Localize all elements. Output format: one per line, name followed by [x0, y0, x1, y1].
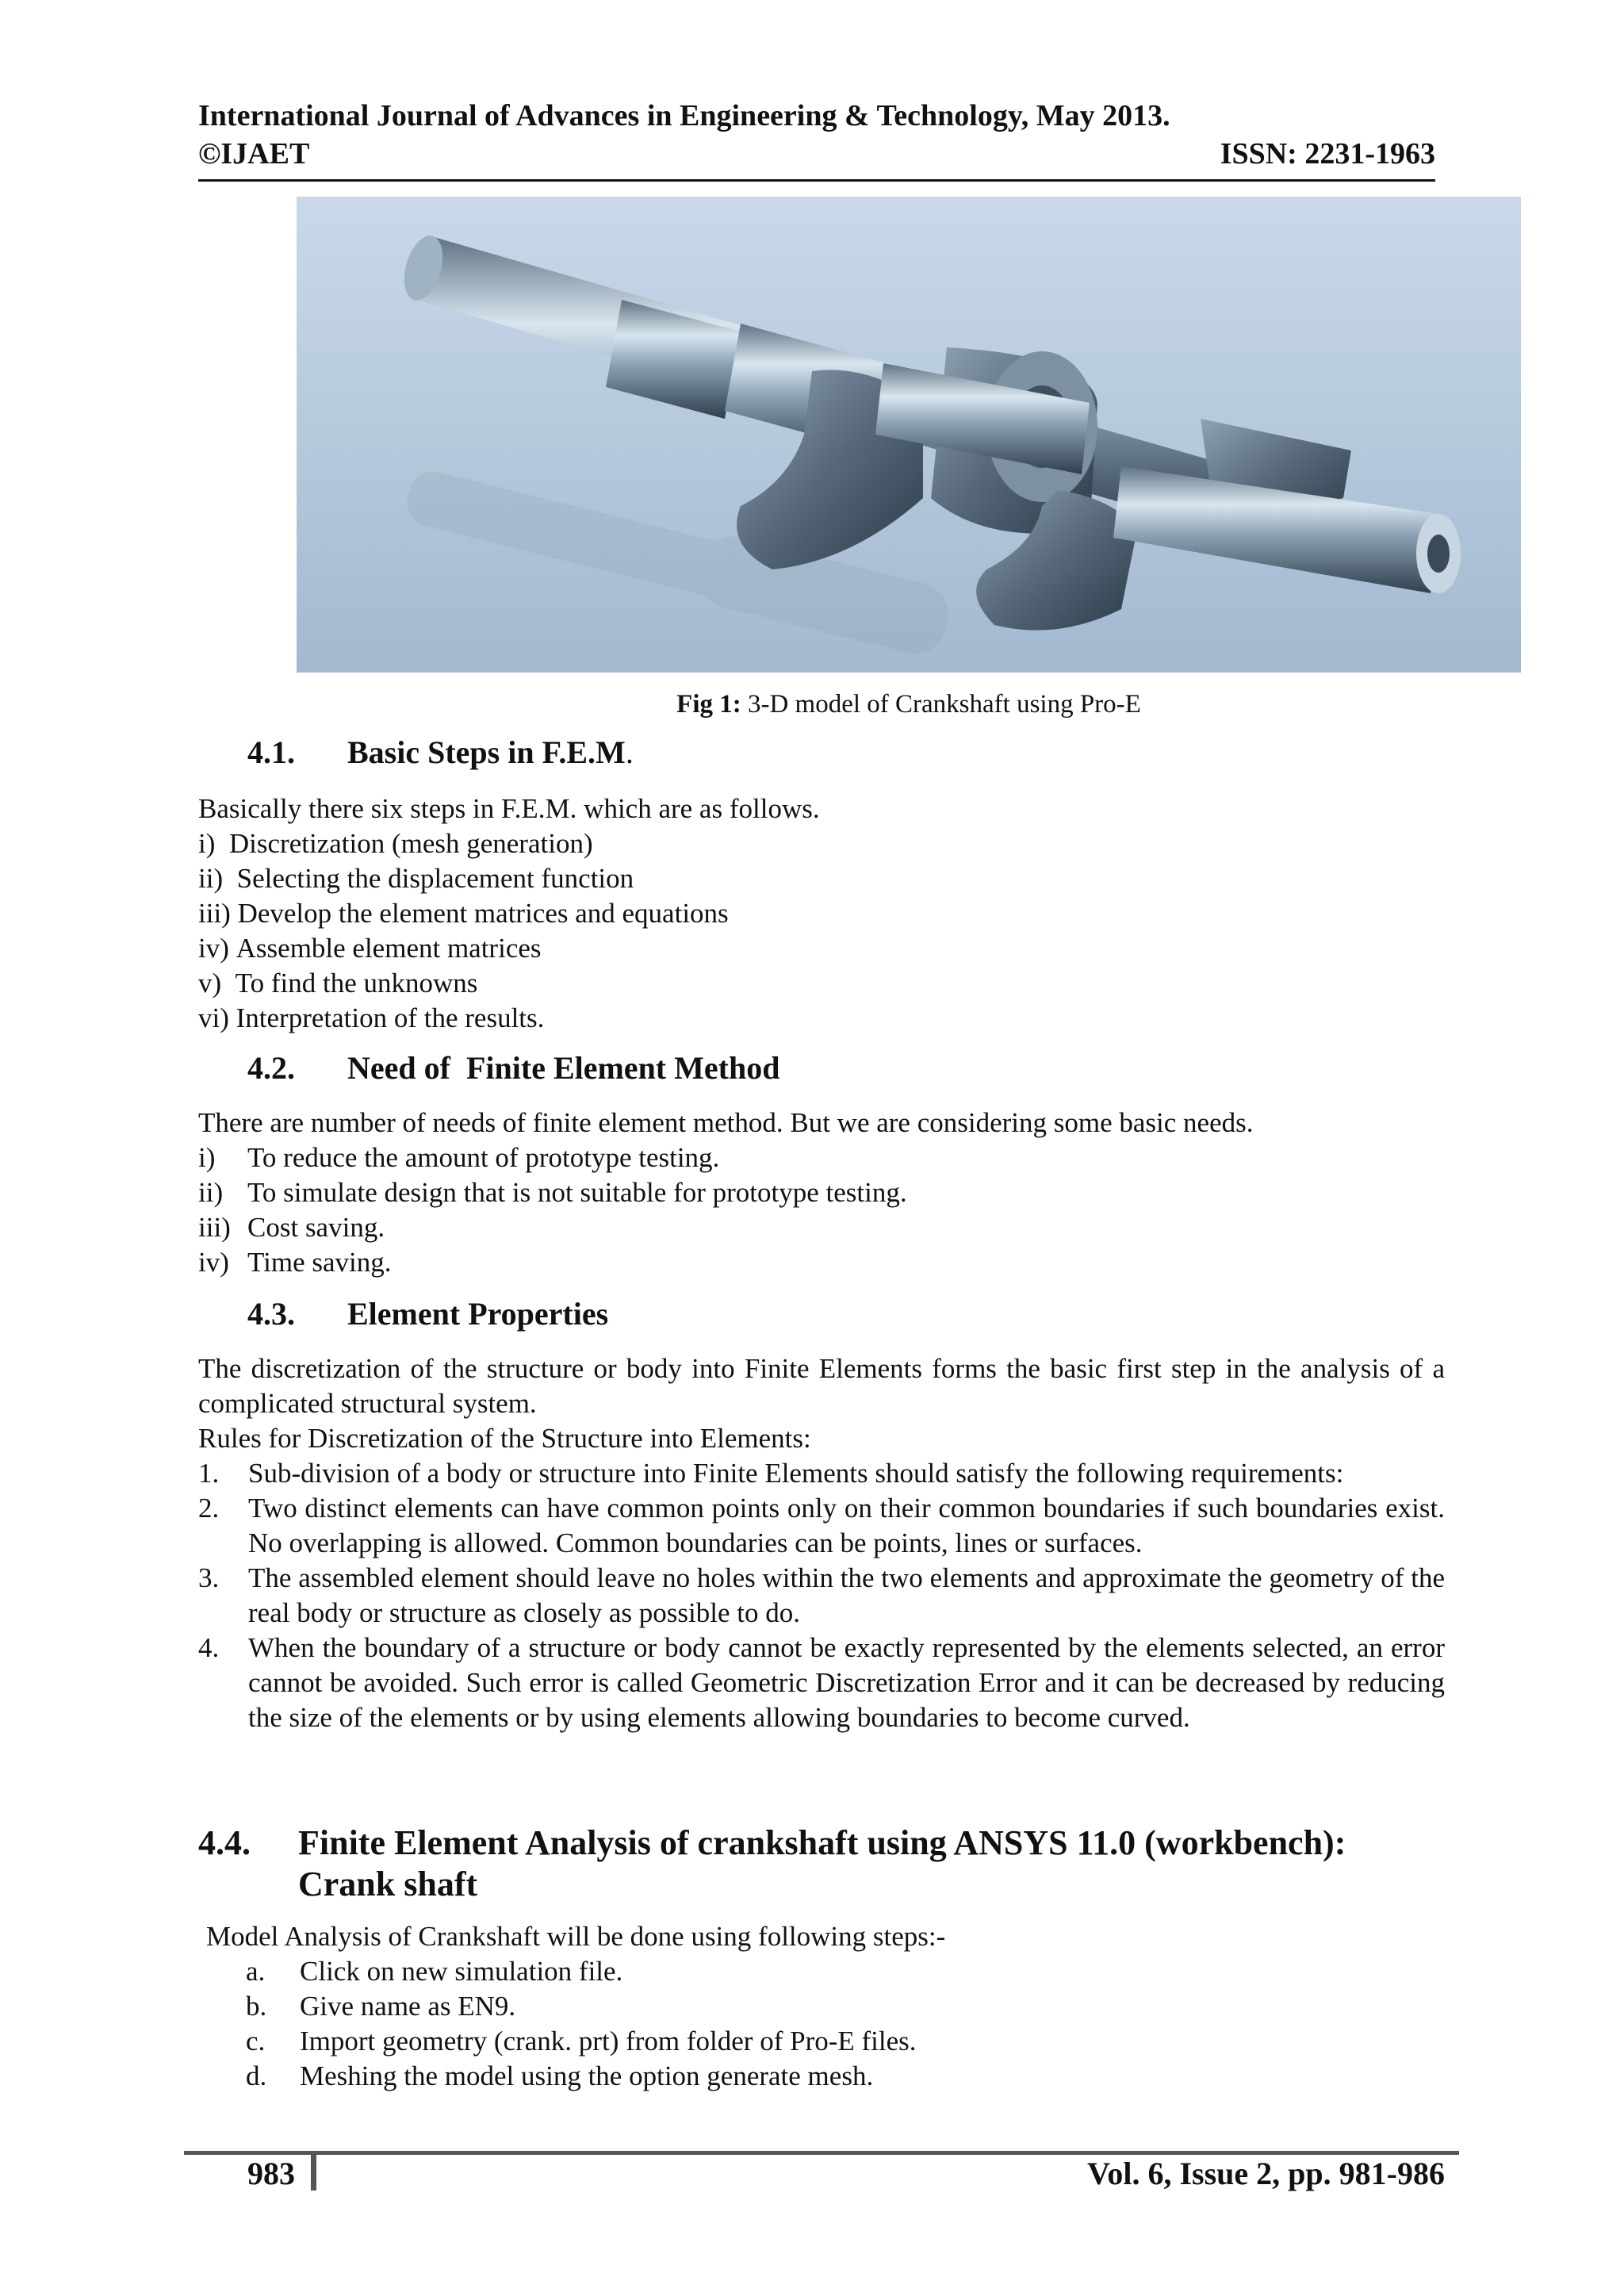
section-title-line1: Finite Element Analysis of crankshaft using ANSYS 11.0 (workbench):	[298, 1823, 1346, 1862]
list-item	[198, 1001, 1435, 1036]
section-4-4-heading	[198, 1823, 1451, 1905]
list-label: 2.	[198, 1493, 220, 1524]
list-item	[198, 1631, 1445, 1735]
list-text: Give name as EN9.	[300, 1991, 516, 2022]
section-intro: Model Analysis of Crankshaft will be done using following steps:-	[206, 1921, 946, 1952]
steps-list	[198, 826, 1435, 1036]
section-4-3-heading	[247, 1294, 608, 1334]
list-item	[198, 861, 1435, 896]
list-text: To reduce the amount of prototype testing.	[247, 1142, 720, 1173]
list-text: Two distinct elements can have common points only on their common boundaries if such boundaries exist. No overlapping is allowed. Common boundaries can be points, lines or surfaces.	[248, 1493, 1445, 1558]
list-item	[198, 1491, 1445, 1561]
copyright: ©IJAET	[198, 137, 310, 171]
list-label: a.	[246, 1956, 266, 1987]
list-label: 3.	[198, 1562, 220, 1593]
list-text: To simulate design that is not suitable for prototype testing.	[247, 1177, 907, 1208]
crankshaft-figure	[297, 197, 1521, 673]
list-label: d.	[246, 2060, 267, 2091]
list-item	[246, 1954, 1443, 1989]
footer-divider	[311, 2154, 316, 2191]
list-label: iii)	[198, 1212, 231, 1243]
list-text: The assembled element should leave no holes within the two elements and approximate the geometry of the real body or structure as closely as possible to do.	[248, 1562, 1445, 1628]
list-item	[198, 1561, 1445, 1631]
section-title: Element Properties	[347, 1296, 609, 1332]
list-text: Selecting the displacement function	[236, 863, 634, 894]
figure-caption-text: 3-D model of Crankshaft using Pro-E	[747, 690, 1141, 719]
section-4-1-heading	[247, 733, 634, 772]
header-rule	[198, 179, 1435, 182]
section-title: Basic Steps in F.E.M	[347, 734, 626, 770]
list-item	[246, 2059, 1443, 2094]
page-number: 983	[247, 2156, 295, 2191]
list-label: 1.	[198, 1458, 220, 1489]
list-label: v)	[198, 968, 222, 999]
list-item	[246, 2024, 1443, 2059]
list-label: ii)	[198, 863, 224, 894]
section-title-suffix: .	[625, 734, 634, 770]
section-4-3-body	[198, 1351, 1445, 1735]
section-title: Need of Finite Element Method	[347, 1050, 780, 1086]
list-text: Meshing the model using the option generate mesh.	[300, 2060, 874, 2091]
list-text: Develop the element matrices and equations	[237, 898, 729, 929]
list-text: To find the unknowns	[235, 968, 478, 999]
section-title-line2: Crank shaft	[298, 1865, 478, 1903]
section-number: 4.3.	[247, 1296, 295, 1332]
section-4-1-body	[198, 792, 1435, 1036]
issn: ISSN: 2231-1963	[1220, 137, 1435, 171]
list-text: Time saving.	[247, 1247, 392, 1278]
list-text: Cost saving.	[247, 1212, 385, 1243]
running-header	[198, 97, 1435, 173]
list-item	[198, 896, 1435, 931]
figure-label: Fig 1:	[676, 690, 741, 719]
list-label: ii)	[198, 1177, 224, 1208]
section-4-2-body	[198, 1106, 1435, 1280]
list-item	[198, 966, 1435, 1001]
list-text: Discretization (mesh generation)	[228, 828, 593, 859]
list-text: Import geometry (crank. prt) from folder of Pro-E files.	[300, 2026, 917, 2056]
section-number: 4.2.	[247, 1050, 295, 1086]
list-label: i)	[198, 828, 216, 859]
list-text: Interpretation of the results.	[236, 1002, 545, 1033]
list-text: Sub-division of a body or structure into Finite Elements should satisfy the following requirements:	[248, 1458, 1344, 1489]
section-intro: Basically there six steps in F.E.M. which are as follows.	[198, 793, 820, 824]
list-label: iv)	[198, 933, 229, 964]
figure-caption	[297, 687, 1521, 722]
volume-info: Vol. 6, Issue 2, pp. 981-986	[1087, 2156, 1445, 2191]
section-intro: The discretization of the structure or body into Finite Elements forms the basic first step in the analysis of a complicated structural system.	[198, 1353, 1445, 1419]
rules-heading: Rules for Discretization of the Structure into Elements:	[198, 1423, 811, 1454]
list-label: 4.	[198, 1632, 220, 1663]
list-item	[198, 1245, 1435, 1280]
list-label: b.	[246, 1991, 267, 2022]
list-item	[198, 931, 1435, 966]
list-item	[198, 1210, 1435, 1245]
list-text: Click on new simulation file.	[300, 1956, 623, 1987]
section-number: 4.1.	[247, 734, 295, 770]
list-label: iv)	[198, 1247, 229, 1278]
list-label: iii)	[198, 898, 231, 929]
list-text: Assemble element matrices	[236, 933, 542, 964]
list-item	[198, 1456, 1445, 1491]
needs-list	[198, 1140, 1435, 1280]
list-label: vi)	[198, 1002, 229, 1033]
list-text: When the boundary of a structure or body cannot be exactly represented by the elements selected, an error cannot be avoided. Such error is called Geometric Discretization Error and it can be decreased by reducing the size of the elements or by using elements allowing boundaries to become curved.	[248, 1632, 1445, 1733]
list-label: c.	[246, 2026, 266, 2056]
steps-list	[246, 1954, 1443, 2094]
list-item	[198, 1140, 1435, 1175]
list-item	[246, 1989, 1443, 2024]
list-item	[198, 1175, 1435, 1210]
section-number: 4.4.	[198, 1823, 251, 1862]
list-label: i)	[198, 1142, 216, 1173]
section-intro: There are number of needs of finite element method. But we are considering some basic needs.	[198, 1107, 1254, 1138]
list-item	[198, 826, 1435, 861]
section-4-4-body	[206, 1919, 1443, 2094]
journal-title: International Journal of Advances in Engineering & Technology, May 2013.	[198, 99, 1170, 132]
section-4-2-heading	[247, 1048, 779, 1088]
rules-list	[198, 1456, 1445, 1735]
